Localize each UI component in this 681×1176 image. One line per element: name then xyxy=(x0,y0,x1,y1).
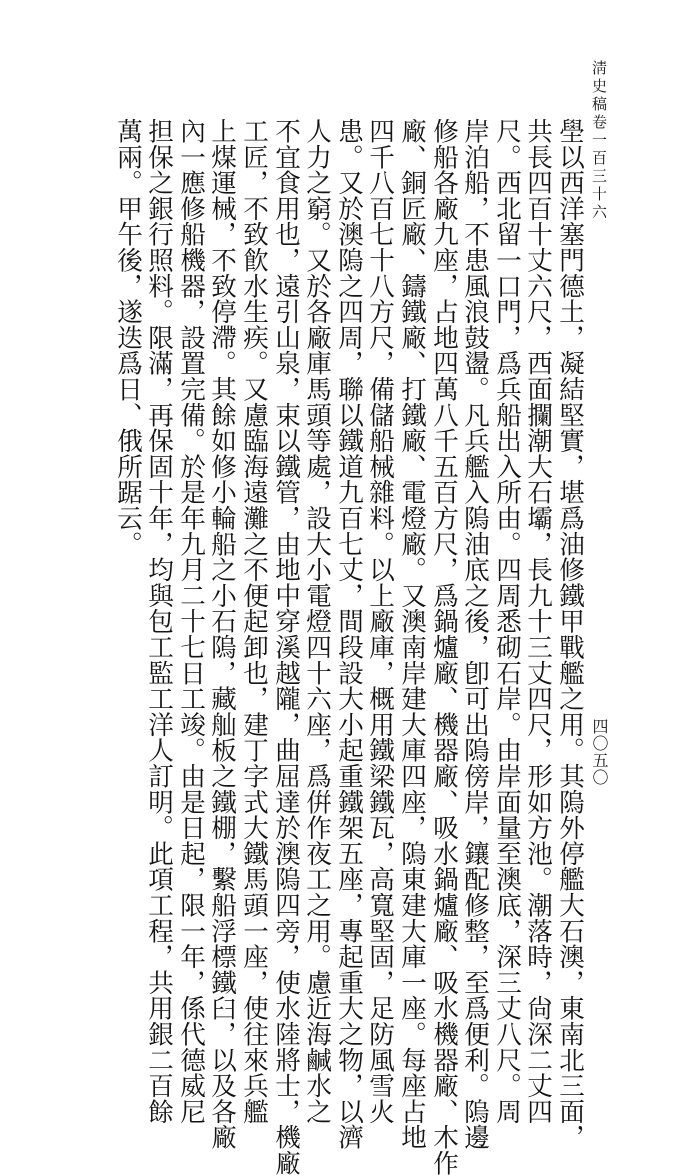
text-column: 修船各廠九座，占地四萬八千五百方尺，爲鍋爐廠、機器廠、吸水鍋爐廠、吸水機器廠、木作 xyxy=(429,118,459,1176)
text-column: 岸泊船，不患風浪鼓盪。凡兵艦入隖油底之後，卽可出隖傍岸，鑲配修整，至爲便利。隖邊 xyxy=(460,118,490,1150)
text-column: 萬兩。甲午後，遂迭爲日、俄所踞云。 xyxy=(113,118,143,557)
text-column: 工匠，不致飮水生疾。又慮臨海遠灘之不便起卸也，建丁字式大鐵馬頭一座，使往來兵艦 xyxy=(239,118,269,1125)
text-column: 內一應修船機器，設置完備。於是年九月二十七日工竣。由是日起，限一年，係代德威尼 xyxy=(176,118,206,1125)
text-column: 四千八百七十八方尺，備儲船械雜料。以上廠庫，概用鐵梁鐵瓦，高寬堅固，足防風雪火 xyxy=(365,118,395,1125)
page-number: 四〇五〇 xyxy=(590,718,609,786)
text-column: 人力之窮。又於各廠庫馬頭等處，設大小電燈四十六座，爲倂作夜工之用。慮近海鹹水之 xyxy=(302,118,332,1125)
text-column: 共長四百十丈六尺，西面攔潮大石壩，長九十三丈四尺，形如方池。潮落時，尙深二丈四 xyxy=(523,118,553,1125)
text-column: 不宜食用也，遠引山泉，束以鐵管，由地中穿溪越隴，曲屈達於澳隖四旁，使水陸將士，機廠 xyxy=(271,118,301,1176)
text-column: 担保之銀行照料。限滿，再保固十年，均與包工監工洋人訂明。此項工程，共用銀二百餘 xyxy=(144,118,174,1125)
text-column: 上煤運械，不致停滯。其餘如修小輪船之小石隖，藏舢板之鐵棚，繫船浮標鐵臼，以及各廠 xyxy=(207,118,237,1150)
text-column: 廠、銅匠廠、鑄鐵廠、打鐵廠、電燈廠。又澳南岸建大庫四座，隖東建大庫一座。每座占地 xyxy=(397,118,427,1150)
text-column: 壆以西洋塞門德土，凝結堅實，堪爲油修鐵甲戰艦之用。其隖外停艦大石澳，東南北三面， xyxy=(555,118,585,1150)
text-column: 尺。西北留一口門，爲兵船出入所由。四周悉砌石岸。由岸面量至澳底，深三丈八尺。周 xyxy=(492,118,522,1125)
running-header-title: 淸史稿卷一百三十六 xyxy=(590,60,608,222)
text-column: 患。又於澳隖之四周，聯以鐵道九百七丈，間段設大小起重鐵架五座，專起重大之物，以濟 xyxy=(334,118,364,1150)
